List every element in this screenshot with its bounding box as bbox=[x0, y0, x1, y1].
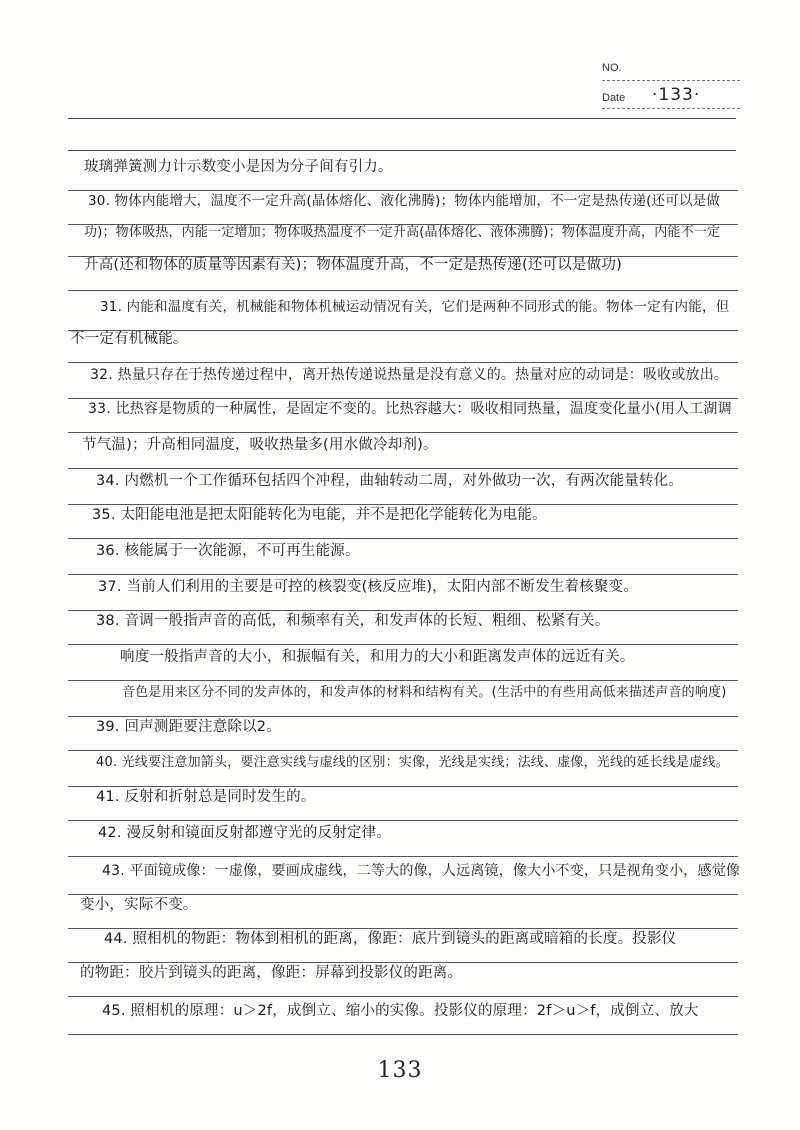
note-line: 34. 内燃机一个工作循环包括四个冲程，曲轴转动二周，对外做功一次，有两次能量转化。 bbox=[96, 473, 684, 489]
header-date-value: ·133· bbox=[652, 85, 701, 105]
note-line: 37. 当前人们利用的主要是可控的核裂变(核反应堆)，太阳内部不断发生着核聚变。 bbox=[98, 579, 638, 595]
ruled-line bbox=[68, 574, 738, 575]
note-line: 31. 内能和温度有关，机械能和物体机械运动情况有关，它们是两种不同形式的能。物体一定有内能，但 bbox=[100, 299, 730, 315]
note-line: 功)；物体吸热，内能一定增加；物体吸热温度不一定升高(晶体熔化、液体沸腾)；物体温度升高，内能不一定 bbox=[84, 225, 721, 240]
note-line: 45. 照相机的原理：u＞2f，成倒立、缩小的实像。投影仪的原理：2f＞u＞f，成倒立、放大 bbox=[102, 1003, 699, 1019]
note-line: 39. 回声测距要注意除以2。 bbox=[96, 719, 281, 735]
note-line: 30. 物体内能增大，温度不一定升高(晶体熔化、液化沸腾)；物体内能增加，不一定是热传递(还可以是做 bbox=[88, 193, 721, 209]
note-line: 不一定有机械能。 bbox=[70, 331, 188, 347]
note-line: 43. 平面镜成像：一虚像，要画成虚线，二等大的像，人远离镜，像大小不变，只是视角变小，感觉像 bbox=[102, 863, 741, 879]
note-line: 32. 热量只存在于热传递过程中，离开热传递说热量是没有意义的。热量对应的动词是：吸收或放出。 bbox=[90, 367, 729, 383]
ruled-line bbox=[68, 504, 738, 505]
note-line: 38. 音调一般指声音的高低，和频率有关，和发声体的长短、粗细、松紧有关。 bbox=[96, 613, 610, 629]
ruled-line bbox=[68, 786, 738, 787]
note-line: 音色是用来区分不同的发声体的，和发声体的材料和结构有关。(生活中的有些用高低来描述声音的响度) bbox=[122, 685, 727, 700]
header-date-dotted-line bbox=[602, 108, 740, 109]
ruled-line bbox=[68, 538, 738, 539]
ruled-line bbox=[68, 190, 738, 191]
ruled-line bbox=[68, 290, 738, 291]
ruled-line bbox=[68, 962, 738, 963]
ruled-line bbox=[68, 432, 738, 433]
note-line: 变小，实际不变。 bbox=[80, 897, 198, 913]
ruled-line bbox=[68, 996, 738, 997]
ruled-line bbox=[68, 362, 738, 363]
note-line: 响度一般指声音的大小，和振幅有关，和用力的大小和距离发声体的远近有关。 bbox=[120, 649, 635, 665]
ruled-line bbox=[68, 610, 738, 611]
ruled-line bbox=[68, 716, 738, 717]
note-line: 44. 照相机的物距：物体到相机的距离，像距：底片到镜头的距离或暗箱的长度。投影仪 bbox=[104, 931, 677, 947]
header-date-label: Date bbox=[602, 92, 626, 104]
header-rule bbox=[68, 118, 736, 119]
note-line: 33. 比热容是物质的一种属性，是固定不变的。比热容越大：吸收相同热量，温度变化量小(用人工湖调 bbox=[88, 401, 732, 417]
note-line: 玻璃弹簧测力计示数变小是因为分子间有引力。 bbox=[84, 159, 393, 175]
header-rule bbox=[68, 150, 736, 151]
note-line: 升高(还和物体的质量等因素有关)；物体温度升高，不一定是热传递(还可以是做功) bbox=[84, 257, 622, 273]
note-line: 的物距：胶片到镜头的距离，像距：屏幕到投影仪的距离。 bbox=[80, 965, 463, 981]
ruled-line bbox=[68, 894, 738, 895]
note-line: 40. 光线要注意加箭头，要注意实线与虚线的区别：实像，光线是实线；法线、虚像，光线的延长线是虚线。 bbox=[96, 755, 729, 770]
note-line: 36. 核能属于一次能源，不可再生能源。 bbox=[96, 543, 360, 559]
ruled-line bbox=[68, 750, 738, 751]
ruled-line bbox=[68, 398, 738, 399]
ruled-line bbox=[68, 928, 738, 929]
note-line: 35. 太阳能电池是把太阳能转化为电能，并不是把化学能转化为电能。 bbox=[92, 507, 547, 523]
ruled-line bbox=[68, 820, 738, 821]
header-no-dotted-line bbox=[602, 80, 740, 81]
ruled-line bbox=[68, 856, 738, 857]
note-line: 节气温)；升高相同温度，吸收热量多(用水做冷却剂)。 bbox=[82, 437, 438, 453]
ruled-line bbox=[68, 468, 738, 469]
note-line: 42. 漫反射和镜面反射都遵守光的反射定律。 bbox=[98, 825, 392, 841]
ruled-line bbox=[68, 1034, 738, 1035]
ruled-line bbox=[68, 644, 738, 645]
header-no-label: NO. bbox=[602, 62, 622, 74]
note-line: 41. 反射和折射总是同时发生的。 bbox=[96, 789, 316, 805]
ruled-line bbox=[68, 680, 738, 681]
page-number: 133 bbox=[377, 1058, 423, 1083]
